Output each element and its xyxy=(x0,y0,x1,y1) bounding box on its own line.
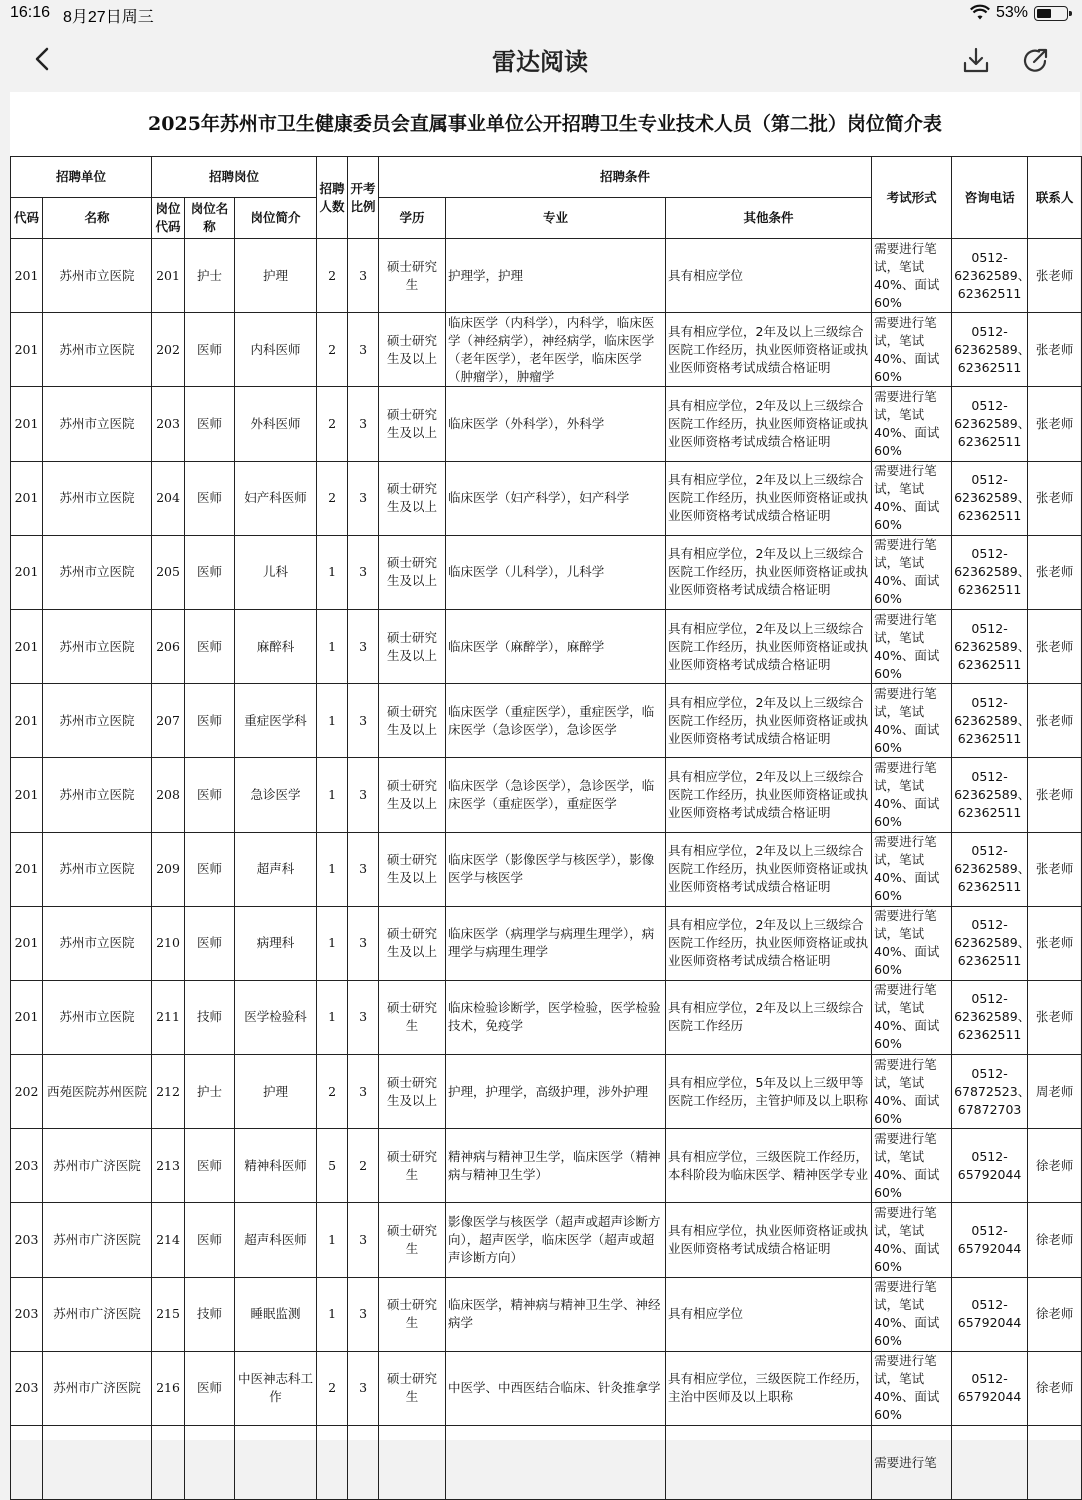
cell-major: 护理学，护理 xyxy=(446,239,666,313)
cell-post-desc: 麻醉科 xyxy=(235,609,317,683)
cell-ratio: 2 xyxy=(348,1129,379,1203)
cell-post-code: 215 xyxy=(152,1277,185,1351)
cell-phone: 0512-62362589、62362511 xyxy=(952,461,1028,535)
cell-exam: 需要进行笔试，笔试40%、面试60% xyxy=(872,313,952,387)
cell-post-code: 204 xyxy=(152,461,185,535)
cell-name: 苏州市广济医院 xyxy=(43,1351,152,1425)
cell-code: 201 xyxy=(11,980,43,1054)
cell-edu: 硕士研究生 xyxy=(379,1203,446,1277)
cell-name: 西苑医院苏州医院 xyxy=(43,1055,152,1129)
cell-post-name: 护士 xyxy=(185,239,235,313)
cell-contact: 张老师 xyxy=(1028,535,1082,609)
cell-contact: 张老师 xyxy=(1028,758,1082,832)
cell-post-name: 医师 xyxy=(185,758,235,832)
status-bar xyxy=(0,0,1080,28)
cell-code: 203 xyxy=(11,1129,43,1203)
cell-exam: 需要进行笔试，笔试40%、面试60% xyxy=(872,387,952,461)
cell-ratio: 3 xyxy=(348,1277,379,1351)
cell-edu xyxy=(379,1426,446,1500)
cell-post-desc: 精神科医师 xyxy=(235,1129,317,1203)
cell-name: 苏州市立医院 xyxy=(43,609,152,683)
cell-post-desc: 超声科医师 xyxy=(235,1203,317,1277)
cell-count: 1 xyxy=(317,832,348,906)
cell-ratio: 3 xyxy=(348,980,379,1054)
cell-count xyxy=(317,1426,348,1500)
header-post: 招聘岗位 xyxy=(152,157,317,198)
cell-name: 苏州市立医院 xyxy=(43,239,152,313)
cell-other: 具有相应学位，2年及以上三级综合医院工作经历，执业医师资格证或执业医师资格考试成绩合格证明 xyxy=(666,684,872,758)
cell-count: 5 xyxy=(317,1129,348,1203)
cell-phone: 0512-62362589、62362511 xyxy=(952,980,1028,1054)
cell-edu: 硕士研究生及以上 xyxy=(379,684,446,758)
cell-contact: 张老师 xyxy=(1028,980,1082,1054)
cell-ratio: 3 xyxy=(348,387,379,461)
table-row xyxy=(11,684,1082,758)
cell-phone: 0512-62362589、62362511 xyxy=(952,535,1028,609)
header-post-name: 岗位名称 xyxy=(185,198,235,239)
cell-code: 201 xyxy=(11,758,43,832)
cell-ratio xyxy=(348,1426,379,1500)
table-row xyxy=(11,1426,1082,1500)
cell-exam: 需要进行笔试，笔试40%、面试60% xyxy=(872,239,952,313)
cell-post-desc: 外科医师 xyxy=(235,387,317,461)
cell-major xyxy=(446,1426,666,1500)
table-row xyxy=(11,239,1082,313)
cell-count: 1 xyxy=(317,535,348,609)
header-name: 名称 xyxy=(43,198,152,239)
header-unit: 招聘单位 xyxy=(11,157,152,198)
cell-code: 201 xyxy=(11,684,43,758)
cell-major: 中医学、中西医结合临床、针灸推拿学 xyxy=(446,1351,666,1425)
cell-count: 1 xyxy=(317,1277,348,1351)
page-title: 雷达阅读 xyxy=(492,48,588,76)
cell-phone: 0512-62362589、62362511 xyxy=(952,239,1028,313)
table-row xyxy=(11,535,1082,609)
cell-post-code: 206 xyxy=(152,609,185,683)
cell-ratio: 3 xyxy=(348,1351,379,1425)
cell-code: 201 xyxy=(11,461,43,535)
cell-other: 具有相应学位，三级医院工作经历，本科阶段为临床医学、精神医学专业 xyxy=(666,1129,872,1203)
header-post-code: 岗位代码 xyxy=(152,198,185,239)
cell-code: 201 xyxy=(11,387,43,461)
cell-post-desc: 医学检验科 xyxy=(235,980,317,1054)
cell-name xyxy=(43,1426,152,1500)
cell-major: 临床医学（内科学），内科学，临床医学（神经病学），神经病学，临床医学（老年医学），老年医学，临床医学（肿瘤学），肿瘤学 xyxy=(446,313,666,387)
table-row xyxy=(11,1055,1082,1129)
cell-ratio: 3 xyxy=(348,684,379,758)
cell-exam: 需要进行笔试，笔试40%、面试60% xyxy=(872,1277,952,1351)
cell-post-name: 护士 xyxy=(185,1055,235,1129)
cell-edu: 硕士研究生及以上 xyxy=(379,758,446,832)
cell-major: 临床医学（急诊医学），急诊医学，临床医学（重症医学），重症医学 xyxy=(446,758,666,832)
recruitment-table xyxy=(10,156,1082,1500)
cell-phone: 0512-65792044 xyxy=(952,1129,1028,1203)
status-time: 16:16 xyxy=(10,4,51,21)
cell-name: 苏州市立医院 xyxy=(43,313,152,387)
cell-count: 2 xyxy=(317,1055,348,1129)
cell-post-name: 医师 xyxy=(185,313,235,387)
cell-count: 1 xyxy=(317,906,348,980)
table-row xyxy=(11,313,1082,387)
table-row xyxy=(11,832,1082,906)
cell-post-name: 医师 xyxy=(185,387,235,461)
header-major: 专业 xyxy=(446,198,666,239)
cell-ratio: 3 xyxy=(348,1055,379,1129)
cell-code: 203 xyxy=(11,1203,43,1277)
cell-post-desc: 中医神志科工作 xyxy=(235,1351,317,1425)
cell-contact: 张老师 xyxy=(1028,313,1082,387)
cell-post-name: 医师 xyxy=(185,609,235,683)
cell-edu: 硕士研究生及以上 xyxy=(379,535,446,609)
cell-edu: 硕士研究生及以上 xyxy=(379,313,446,387)
cell-other: 具有相应学位，2年及以上三级综合医院工作经历，执业医师资格证或执业医师资格考试成绩合格证明 xyxy=(666,461,872,535)
cell-major: 临床医学（病理学与病理生理学），病理学与病理生理学 xyxy=(446,906,666,980)
battery-icon xyxy=(1034,6,1068,21)
cell-post-name xyxy=(185,1426,235,1500)
cell-other: 具有相应学位，2年及以上三级综合医院工作经历，执业医师资格证或执业医师资格考试成绩合格证明 xyxy=(666,906,872,980)
header-ratio: 开考比例 xyxy=(348,157,379,239)
cell-ratio: 3 xyxy=(348,535,379,609)
cell-edu: 硕士研究生及以上 xyxy=(379,387,446,461)
cell-name: 苏州市立医院 xyxy=(43,684,152,758)
header-edu: 学历 xyxy=(379,198,446,239)
cell-ratio: 3 xyxy=(348,461,379,535)
cell-code: 201 xyxy=(11,609,43,683)
table-row xyxy=(11,1129,1082,1203)
header-post-desc: 岗位简介 xyxy=(235,198,317,239)
header-code: 代码 xyxy=(11,198,43,239)
cell-ratio: 3 xyxy=(348,239,379,313)
cell-count: 2 xyxy=(317,313,348,387)
cell-phone: 0512-62362589、62362511 xyxy=(952,609,1028,683)
cell-post-name: 医师 xyxy=(185,906,235,980)
cell-exam: 需要进行笔试，笔试40%、面试60% xyxy=(872,1351,952,1425)
nav-bar xyxy=(0,28,1080,90)
cell-other: 具有相应学位，执业医师资格证或执业医师资格考试成绩合格证明 xyxy=(666,1203,872,1277)
cell-code: 202 xyxy=(11,1055,43,1129)
cell-exam: 需要进行笔试，笔试40%、面试60% xyxy=(872,758,952,832)
cell-post-name: 医师 xyxy=(185,832,235,906)
cell-contact: 徐老师 xyxy=(1028,1129,1082,1203)
cell-name: 苏州市立医院 xyxy=(43,832,152,906)
cell-post-name: 医师 xyxy=(185,1129,235,1203)
cell-other xyxy=(666,1426,872,1500)
cell-phone: 0512-65792044 xyxy=(952,1351,1028,1425)
cell-code: 201 xyxy=(11,535,43,609)
cell-contact xyxy=(1028,1426,1082,1500)
cell-major: 临床医学（外科学），外科学 xyxy=(446,387,666,461)
cell-count: 1 xyxy=(317,1203,348,1277)
cell-other: 具有相应学位，2年及以上三级综合医院工作经历，执业医师资格证或执业医师资格考试成绩合格证明 xyxy=(666,313,872,387)
table-row xyxy=(11,461,1082,535)
cell-contact: 张老师 xyxy=(1028,239,1082,313)
cell-major: 临床医学（妇产科学），妇产科学 xyxy=(446,461,666,535)
table-row xyxy=(11,758,1082,832)
cell-post-code: 213 xyxy=(152,1129,185,1203)
cell-post-desc xyxy=(235,1426,317,1500)
cell-name: 苏州市立医院 xyxy=(43,387,152,461)
cell-phone: 0512-62362589、62362511 xyxy=(952,387,1028,461)
cell-post-desc: 重症医学科 xyxy=(235,684,317,758)
cell-edu: 硕士研究生及以上 xyxy=(379,1055,446,1129)
cell-exam: 需要进行笔试，笔试40%、面试60% xyxy=(872,461,952,535)
cell-name: 苏州市广济医院 xyxy=(43,1203,152,1277)
cell-phone: 0512-62362589、62362511 xyxy=(952,684,1028,758)
cell-other: 具有相应学位，2年及以上三级综合医院工作经历，执业医师资格证或执业医师资格考试成绩合格证明 xyxy=(666,758,872,832)
cell-code xyxy=(11,1426,43,1500)
cell-post-code: 207 xyxy=(152,684,185,758)
cell-post-name: 医师 xyxy=(185,1203,235,1277)
cell-exam: 需要进行笔试，笔试40%、面试60% xyxy=(872,535,952,609)
header-contact: 联系人 xyxy=(1028,157,1082,239)
cell-post-code: 208 xyxy=(152,758,185,832)
header-phone: 咨询电话 xyxy=(952,157,1028,239)
table-row xyxy=(11,387,1082,461)
cell-other: 具有相应学位，2年及以上三级综合医院工作经历，执业医师资格证或执业医师资格考试成绩合格证明 xyxy=(666,832,872,906)
cell-post-name: 技师 xyxy=(185,1277,235,1351)
cell-major: 护理，护理学，高级护理，涉外护理 xyxy=(446,1055,666,1129)
cell-post-name: 技师 xyxy=(185,980,235,1054)
cell-phone: 0512-65792044 xyxy=(952,1277,1028,1351)
header-count: 招聘人数 xyxy=(317,157,348,239)
cell-edu: 硕士研究生及以上 xyxy=(379,609,446,683)
cell-phone: 0512-65792044 xyxy=(952,1203,1028,1277)
header-conditions: 招聘条件 xyxy=(379,157,872,198)
share-icon[interactable] xyxy=(1020,44,1052,76)
cell-ratio: 3 xyxy=(348,1203,379,1277)
cell-count: 1 xyxy=(317,684,348,758)
cell-post-desc: 妇产科医师 xyxy=(235,461,317,535)
cell-post-desc: 护理 xyxy=(235,239,317,313)
status-date: 8月27日周三 xyxy=(63,9,154,26)
cell-edu: 硕士研究生 xyxy=(379,239,446,313)
cell-contact: 徐老师 xyxy=(1028,1203,1082,1277)
header-other: 其他条件 xyxy=(666,198,872,239)
cell-post-name: 医师 xyxy=(185,535,235,609)
cell-major: 临床医学（麻醉学），麻醉学 xyxy=(446,609,666,683)
cell-contact: 徐老师 xyxy=(1028,1277,1082,1351)
cell-contact: 张老师 xyxy=(1028,906,1082,980)
cell-edu: 硕士研究生 xyxy=(379,1129,446,1203)
cell-ratio: 3 xyxy=(348,758,379,832)
cell-post-desc: 急诊医学 xyxy=(235,758,317,832)
cell-major: 临床医学（影像医学与核医学），影像医学与核医学 xyxy=(446,832,666,906)
cell-phone: 0512-62362589、62362511 xyxy=(952,313,1028,387)
cell-phone xyxy=(952,1426,1028,1500)
status-right xyxy=(970,4,1068,22)
cell-post-desc: 病理科 xyxy=(235,906,317,980)
cell-post-code: 211 xyxy=(152,980,185,1054)
cell-post-code: 203 xyxy=(152,387,185,461)
cell-edu: 硕士研究生及以上 xyxy=(379,461,446,535)
cell-post-name: 医师 xyxy=(185,461,235,535)
cell-name: 苏州市广济医院 xyxy=(43,1277,152,1351)
cell-count: 2 xyxy=(317,387,348,461)
cell-post-code: 201 xyxy=(152,239,185,313)
table-row xyxy=(11,906,1082,980)
cell-edu: 硕士研究生 xyxy=(379,1351,446,1425)
cell-name: 苏州市立医院 xyxy=(43,980,152,1054)
cell-post-code: 202 xyxy=(152,313,185,387)
cell-contact: 张老师 xyxy=(1028,609,1082,683)
cell-count: 1 xyxy=(317,609,348,683)
cell-ratio: 3 xyxy=(348,609,379,683)
table-body xyxy=(11,239,1082,1500)
header-exam: 考试形式 xyxy=(872,157,952,239)
cell-exam: 需要进行笔 xyxy=(872,1426,952,1500)
cell-other: 具有相应学位，2年及以上三级综合医院工作经历 xyxy=(666,980,872,1054)
cell-post-name: 医师 xyxy=(185,684,235,758)
cell-contact: 张老师 xyxy=(1028,832,1082,906)
cell-post-code: 210 xyxy=(152,906,185,980)
cell-count: 2 xyxy=(317,1351,348,1425)
cell-post-desc: 内科医师 xyxy=(235,313,317,387)
cell-post-code: 212 xyxy=(152,1055,185,1129)
cell-name: 苏州市立医院 xyxy=(43,535,152,609)
cell-code: 201 xyxy=(11,239,43,313)
cell-exam: 需要进行笔试，笔试40%、面试60% xyxy=(872,1055,952,1129)
cell-other: 具有相应学位 xyxy=(666,1277,872,1351)
battery-percent: 53% xyxy=(995,4,1028,21)
cell-major: 临床医学（重症医学），重症医学，临床医学（急诊医学），急诊医学 xyxy=(446,684,666,758)
cell-contact: 张老师 xyxy=(1028,387,1082,461)
cell-post-code: 214 xyxy=(152,1203,185,1277)
cell-post-code: 209 xyxy=(152,832,185,906)
cell-other: 具有相应学位，2年及以上三级综合医院工作经历，执业医师资格证或执业医师资格考试成绩合格证明 xyxy=(666,535,872,609)
wifi-icon xyxy=(970,5,990,21)
cell-code: 201 xyxy=(11,313,43,387)
download-icon[interactable] xyxy=(960,44,992,76)
cell-post-desc: 儿科 xyxy=(235,535,317,609)
document-view[interactable] xyxy=(10,92,1080,1470)
cell-code: 201 xyxy=(11,832,43,906)
cell-contact: 周老师 xyxy=(1028,1055,1082,1129)
cell-name: 苏州市立医院 xyxy=(43,461,152,535)
table-row xyxy=(11,1351,1082,1425)
cell-edu: 硕士研究生及以上 xyxy=(379,832,446,906)
cell-edu: 硕士研究生 xyxy=(379,980,446,1054)
cell-count: 1 xyxy=(317,758,348,832)
cell-major: 临床医学（儿科学），儿科学 xyxy=(446,535,666,609)
cell-name: 苏州市广济医院 xyxy=(43,1129,152,1203)
cell-phone: 0512-62362589、62362511 xyxy=(952,758,1028,832)
document-title: 2025年苏州市卫生健康委员会直属事业单位公开招聘卫生专业技术人员（第二批）岗位简介表 xyxy=(148,113,942,135)
cell-code: 203 xyxy=(11,1351,43,1425)
cell-ratio: 3 xyxy=(348,906,379,980)
cell-phone: 0512-62362589、62362511 xyxy=(952,832,1028,906)
cell-post-code: 216 xyxy=(152,1351,185,1425)
cell-post-desc: 护理 xyxy=(235,1055,317,1129)
table-row xyxy=(11,1277,1082,1351)
cell-contact: 徐老师 xyxy=(1028,1351,1082,1425)
cell-exam: 需要进行笔试，笔试40%、面试60% xyxy=(872,1203,952,1277)
cell-name: 苏州市立医院 xyxy=(43,906,152,980)
cell-post-desc: 超声科 xyxy=(235,832,317,906)
cell-count: 2 xyxy=(317,239,348,313)
cell-exam: 需要进行笔试，笔试40%、面试60% xyxy=(872,832,952,906)
cell-major: 临床医学，精神病与精神卫生学、神经病学 xyxy=(446,1277,666,1351)
cell-post-name: 医师 xyxy=(185,1351,235,1425)
cell-other: 具有相应学位 xyxy=(666,239,872,313)
cell-exam: 需要进行笔试，笔试40%、面试60% xyxy=(872,906,952,980)
cell-edu: 硕士研究生 xyxy=(379,1277,446,1351)
table-row xyxy=(11,980,1082,1054)
cell-other: 具有相应学位，2年及以上三级综合医院工作经历，执业医师资格证或执业医师资格考试成绩合格证明 xyxy=(666,387,872,461)
cell-phone: 0512-67872523、67872703 xyxy=(952,1055,1028,1129)
cell-contact: 张老师 xyxy=(1028,461,1082,535)
cell-other: 具有相应学位，2年及以上三级综合医院工作经历，执业医师资格证或执业医师资格考试成绩合格证明 xyxy=(666,609,872,683)
cell-major: 临床检验诊断学，医学检验，医学检验技术，免疫学 xyxy=(446,980,666,1054)
cell-name: 苏州市立医院 xyxy=(43,758,152,832)
cell-count: 1 xyxy=(317,980,348,1054)
cell-other: 具有相应学位，三级医院工作经历，主治中医师及以上职称 xyxy=(666,1351,872,1425)
cell-major: 精神病与精神卫生学，临床医学（精神病与精神卫生学） xyxy=(446,1129,666,1203)
cell-code: 201 xyxy=(11,906,43,980)
cell-code: 203 xyxy=(11,1277,43,1351)
table-row xyxy=(11,1203,1082,1277)
cell-exam: 需要进行笔试，笔试40%、面试60% xyxy=(872,609,952,683)
table-row xyxy=(11,609,1082,683)
cell-other: 具有相应学位，5年及以上三级甲等医院工作经历，主管护师及以上职称 xyxy=(666,1055,872,1129)
cell-ratio: 3 xyxy=(348,832,379,906)
battery-level xyxy=(1037,9,1051,18)
cell-exam: 需要进行笔试，笔试40%、面试60% xyxy=(872,980,952,1054)
cell-post-code: 205 xyxy=(152,535,185,609)
cell-major: 影像医学与核医学（超声或超声诊断方向），超声医学，临床医学（超声或超声诊断方向） xyxy=(446,1203,666,1277)
cell-phone: 0512-62362589、62362511 xyxy=(952,906,1028,980)
cell-exam: 需要进行笔试，笔试40%、面试60% xyxy=(872,684,952,758)
cell-exam: 需要进行笔试，笔试40%、面试60% xyxy=(872,1129,952,1203)
cell-contact: 张老师 xyxy=(1028,684,1082,758)
cell-count: 2 xyxy=(317,461,348,535)
cell-post-code xyxy=(152,1426,185,1500)
cell-post-desc: 睡眠监测 xyxy=(235,1277,317,1351)
cell-ratio: 3 xyxy=(348,313,379,387)
cell-edu: 硕士研究生及以上 xyxy=(379,906,446,980)
